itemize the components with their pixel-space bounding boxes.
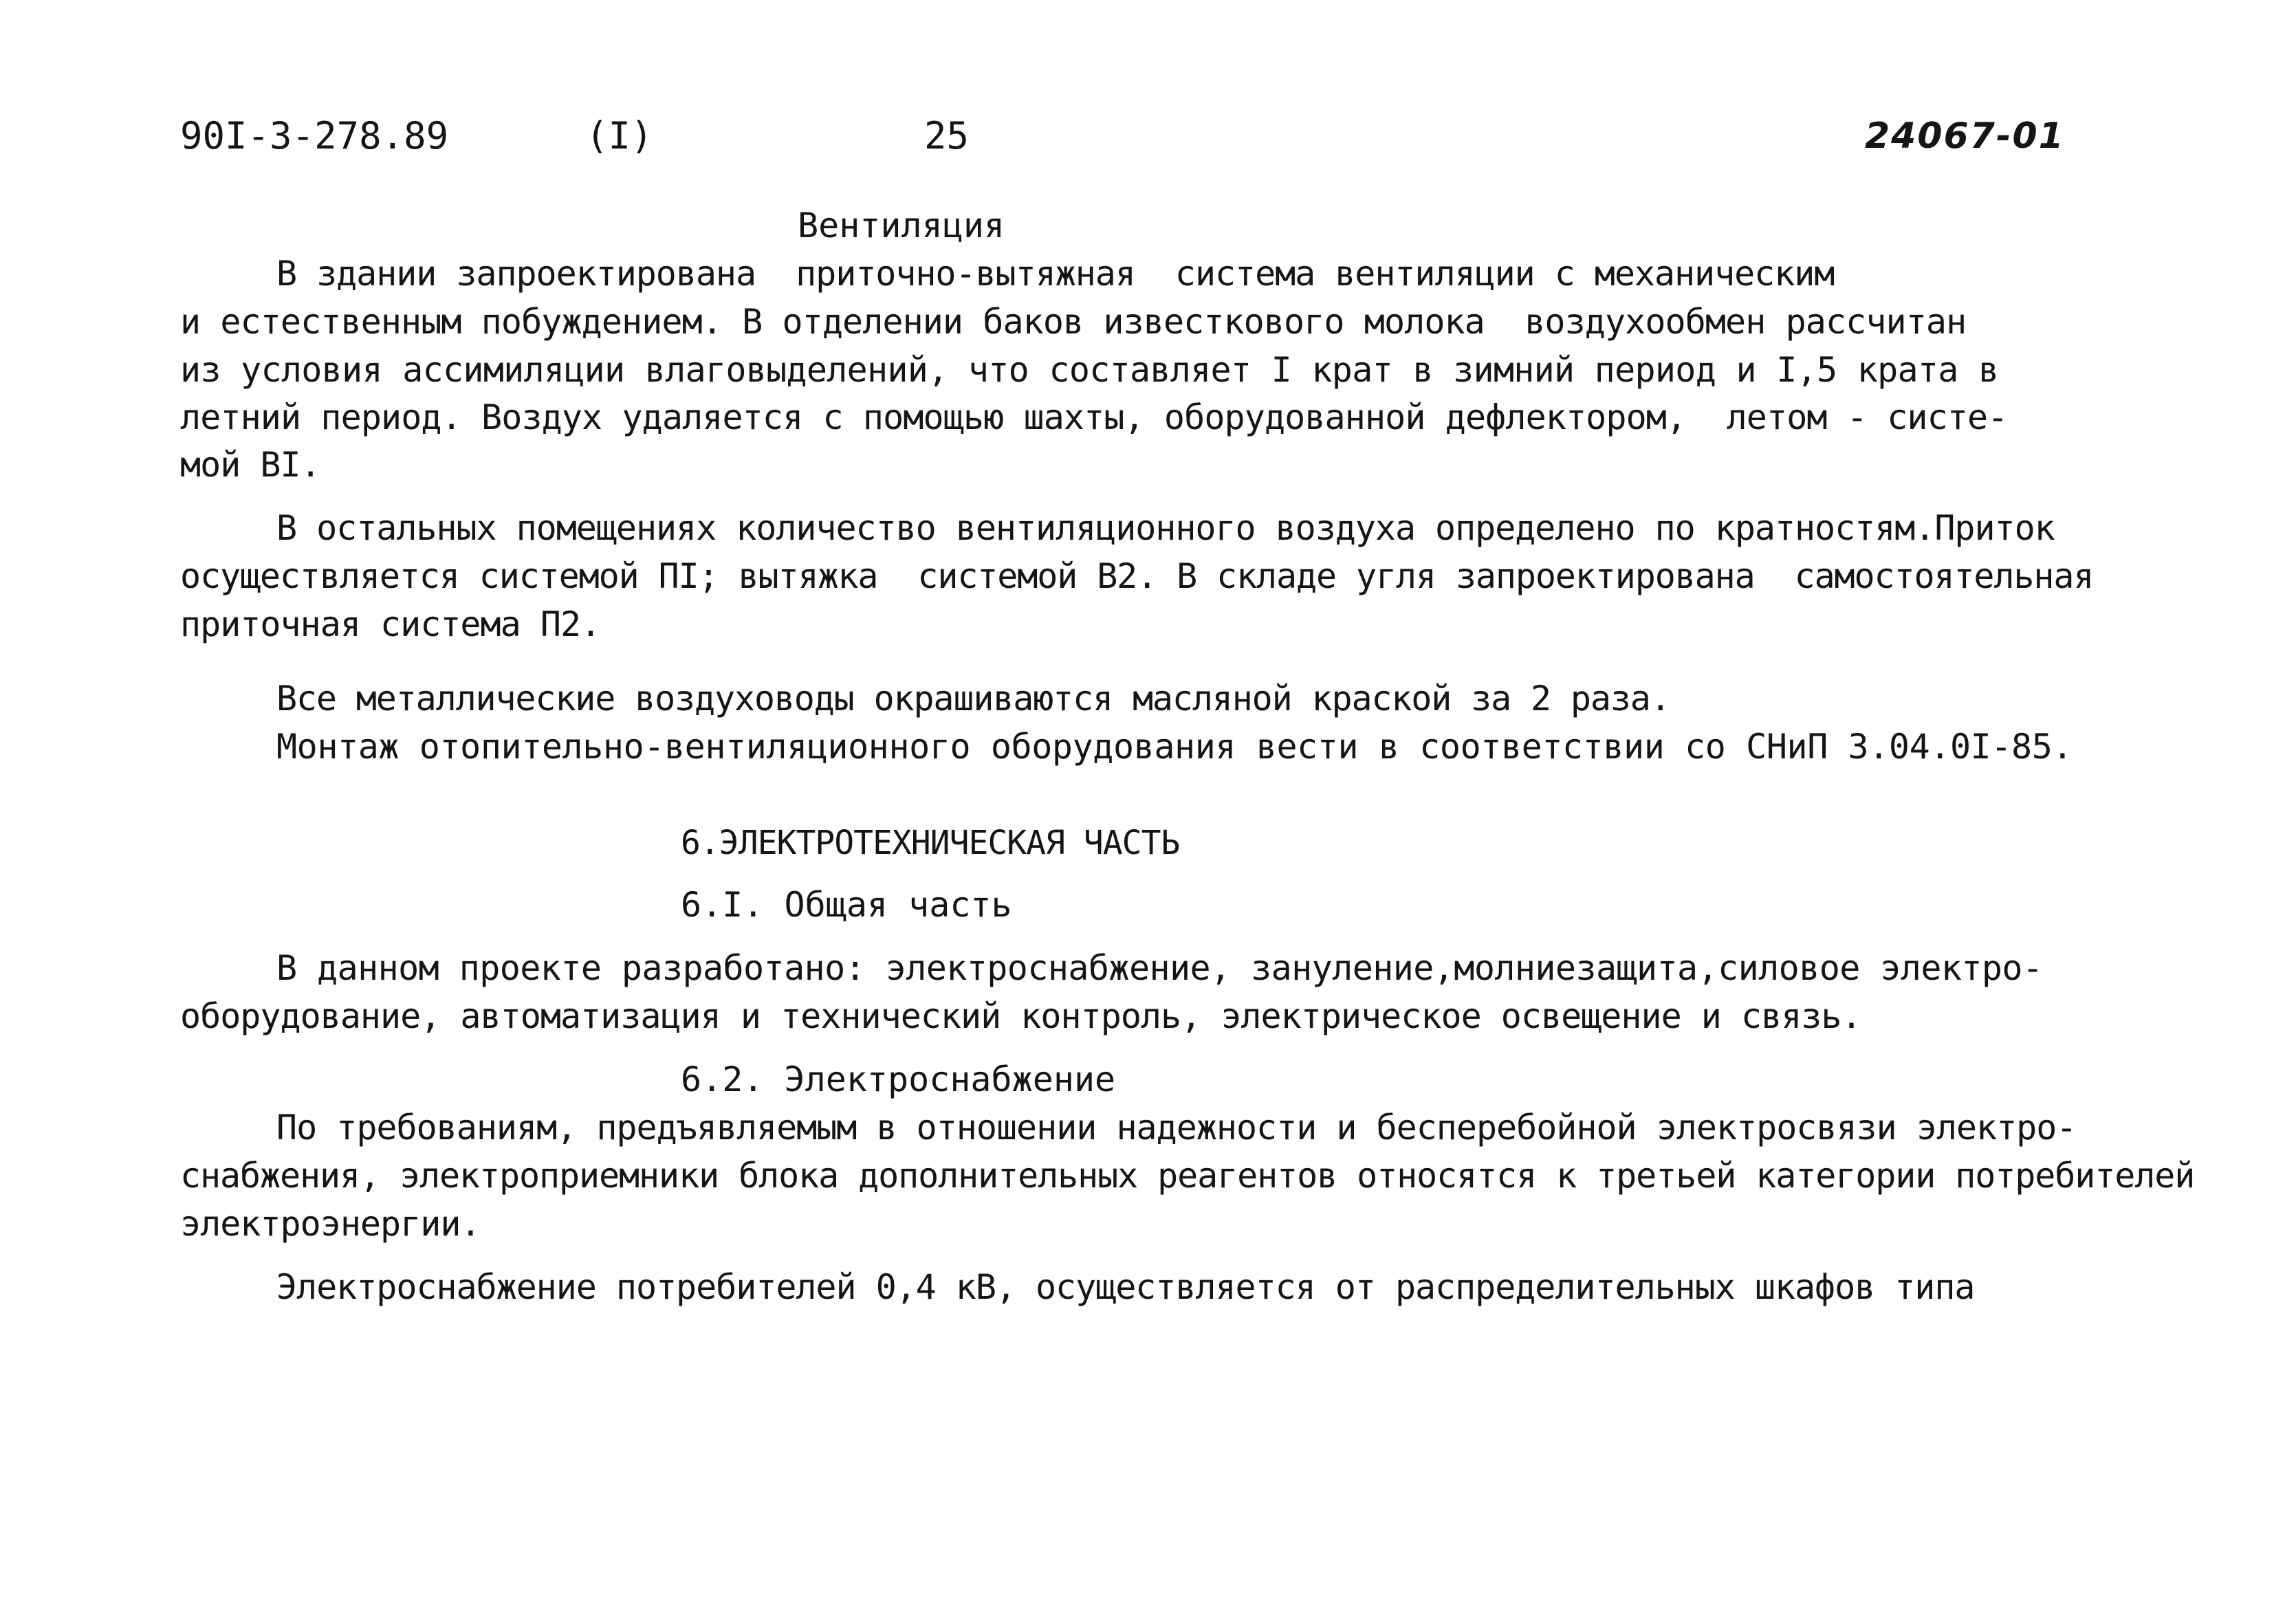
subsection-title-general: 6.I. Общая часть [681, 885, 1012, 925]
subsection-title-power-supply: 6.2. Электроснабжение [681, 1060, 1116, 1099]
paragraph-line: летний период. Воздух удаляется с помощью шахты, оборудованной дефлектором, летом - систе- [180, 397, 2008, 437]
section-title-ventilation: Вентиляция [798, 206, 1005, 245]
archive-number: 24067-01 [1865, 116, 2065, 157]
paragraph-line: снабжения, электроприемники блока дополнительных реагентов относятся к третьей категории потребителей [180, 1156, 2195, 1196]
document-code: 90I-3-278.89 [180, 114, 449, 157]
paragraph-line: В данном проекте разработано: электроснабжение, зануление,молниезащита,силовое электро- [276, 948, 2043, 988]
page-number: 25 [924, 114, 970, 157]
document-part: (I) [586, 114, 653, 157]
paragraph-line: Монтаж отопительно-вентиляционного оборудования вести в соответствии со СНиП 3.04.0I-85. [276, 727, 2073, 767]
paragraph-line: электроэнергии. [180, 1204, 481, 1244]
paragraph-line: По требованиям, предъявляемым в отношении надежности и бесперебойной электросвязи электро- [276, 1108, 2077, 1148]
section-title-electrical: 6.ЭЛЕКТРОТЕХНИЧЕСКАЯ ЧАСТЬ [681, 824, 1180, 862]
paragraph-line: Все металлические воздуховоды окрашиваются масляной краской за 2 раза. [276, 679, 1670, 718]
paragraph-line: мой ВI. [180, 445, 320, 485]
paragraph-line: приточная система П2. [180, 604, 601, 644]
paragraph-line: В остальных помещениях количество вентиляционного воздуха определено по кратностям.Приток [276, 508, 2055, 548]
paragraph-line: из условия ассимиляции влаговыделений, что составляет I крат в зимний период и I,5 крата в [180, 350, 1999, 390]
paragraph-line: Электроснабжение потребителей 0,4 кВ, осуществляется от распределительных шкафов типа [276, 1267, 1975, 1307]
paragraph-line: оборудование, автоматизация и технический контроль, электрическое освещение и связь. [180, 996, 1861, 1036]
paragraph-line: и естественным побуждением. В отделении баков известкового молока воздухообмен рассчитан [180, 302, 1967, 342]
paragraph-line: осуществляется системой ПI; вытяжка системой В2. В складе угля запроектирована самостоятельная [180, 556, 2094, 596]
paragraph-line: В здании запроектирована приточно-вытяжная система вентиляции с механическим [276, 254, 1835, 294]
